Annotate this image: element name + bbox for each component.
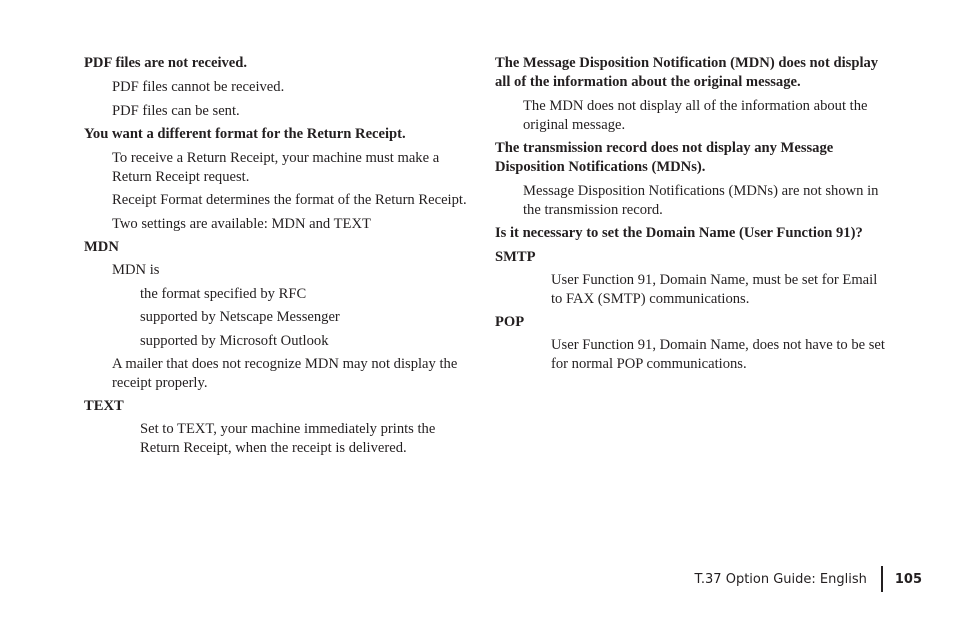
mdn-info-question: The Message Disposition Notification (MDN) does not display all of the information about the original message.	[495, 55, 879, 90]
footer-divider	[881, 566, 883, 592]
return-receipt-para-3: Two settings are available: MDN and TEXT	[112, 215, 371, 232]
pdf-answer-2: PDF files can be sent.	[112, 102, 240, 119]
smtp-heading: SMTP	[495, 249, 536, 265]
return-receipt-para-2: Receipt Format determines the format of the Return Receipt.	[112, 192, 467, 208]
mdn-item-netscape: supported by Netscape Messenger	[140, 309, 340, 325]
mdn-item-rfc: the format specified by RFC	[140, 285, 307, 302]
domain-name-question: Is it necessary to set the Domain Name (User Function 91)?	[495, 225, 863, 241]
transmission-record-question: The transmission record does not display any Message Disposition Notifications (MDNs).	[495, 140, 834, 175]
return-receipt-question: You want a different format for the Return Receipt.	[84, 126, 406, 142]
mdn-heading: MDN	[84, 239, 119, 255]
right-column	[495, 54, 887, 378]
left-column	[84, 54, 469, 462]
transmission-record-answer: Message Disposition Notifications (MDNs) are not shown in the transmission record.	[523, 183, 879, 218]
pdf-answer-1: PDF files cannot be received.	[112, 79, 285, 95]
mdn-is: MDN is	[112, 262, 160, 278]
smtp-description: User Function 91, Domain Name, must be set for Email to FAX (SMTP) communications.	[551, 272, 878, 307]
pop-description: User Function 91, Domain Name, does not have to be set for normal POP communications.	[551, 337, 885, 372]
mdn-note: A mailer that does not recognize MDN may not display the receipt properly.	[112, 356, 458, 391]
page-footer	[695, 566, 923, 592]
pop-heading: POP	[495, 314, 525, 330]
mdn-info-answer: The MDN does not display all of the information about the original message.	[523, 98, 868, 133]
text-heading: TEXT	[84, 398, 124, 414]
pdf-question: PDF files are not received.	[84, 55, 248, 71]
text-description: Set to TEXT, your machine immediately prints the Return Receipt, when the receipt is delivered.	[140, 421, 436, 456]
page-number: 105	[894, 571, 922, 587]
guide-title: T.37 Option Guide: English	[694, 571, 867, 587]
return-receipt-para-1: To receive a Return Receipt, your machine must make a Return Receipt request.	[112, 150, 440, 185]
mdn-item-outlook: supported by Microsoft Outlook	[140, 332, 329, 349]
